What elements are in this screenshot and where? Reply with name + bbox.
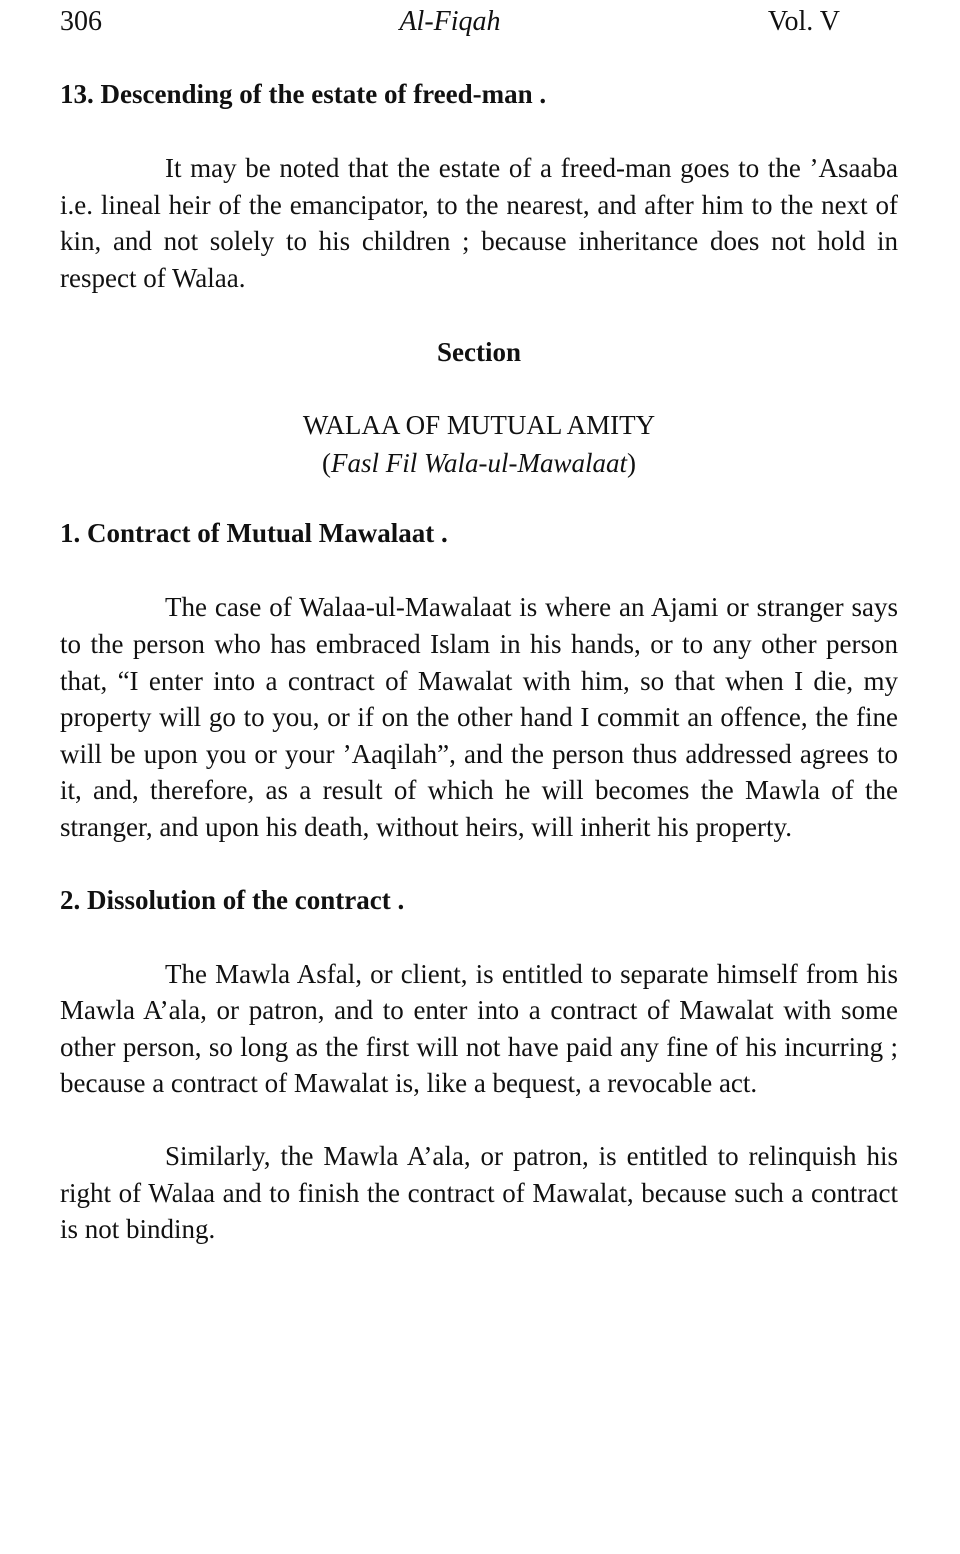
paragraph-item-1: The case of Walaa-ul-Mawalaat is where an Ajami or stranger says to the person who has embraced Islam in his hands, or to any other person that, “I enter into a contract of Mawalat with him, so that when I die, my property will go to you, or if on the other hand I commit an offence, the fine will be upon you or your ’Aaqilah”, and the person thus addressed agrees to it, and, therefore, as a result of which he will becomes the Mawla of the stranger, and upon his death, without heirs, will inherit his property. <box>60 592 898 842</box>
paragraph-item-2b: Similarly, the Mawla A’ala, or patron, is entitled to relinquish his right of Walaa and to finish the contract of Mawalat, because such a contract is not binding. <box>60 1140 898 1245</box>
book-title: Al-Fiqah <box>399 6 501 37</box>
section-subtitle <box>60 444 898 482</box>
heading-item-2: 2. Dissolution of the contract . <box>60 884 405 915</box>
page-body <box>60 76 898 1248</box>
heading-item-13: 13. Descending of the estate of freed-man . <box>60 79 547 109</box>
paragraph-item-2a: The Mawla Asfal, or client, is entitled to separate himself from his Mawla A’ala, or patron, and to enter into a contract of Mawalat with some other person, so long as the first will not have paid any fine of his incurring ; because a contract of Mawalat is, like a bequest, a revocable act. <box>60 958 898 1099</box>
subtitle-text: Fasl Fil Wala-ul-Mawalaat <box>331 448 627 479</box>
running-header <box>60 4 840 44</box>
paragraph-item-13: It may be noted that the estate of a freed-man goes to the ’Asaaba i.e. lineal heir of the emancipator, to the nearest, and after him to the next of kin, and not solely to his children ; because inheritance does not hold in respect of Walaa. <box>60 153 898 293</box>
volume-label: Vol. V <box>767 6 840 37</box>
page-number: 306 <box>60 6 102 37</box>
subtitle-open-paren: ( <box>322 448 331 479</box>
subtitle-close-paren: ) <box>627 448 636 479</box>
heading-item-1: 1. Contract of Mutual Mawalaat . <box>60 518 448 549</box>
section-label: Section <box>437 337 521 368</box>
section-title: WALAA OF MUTUAL AMITY <box>302 410 656 441</box>
